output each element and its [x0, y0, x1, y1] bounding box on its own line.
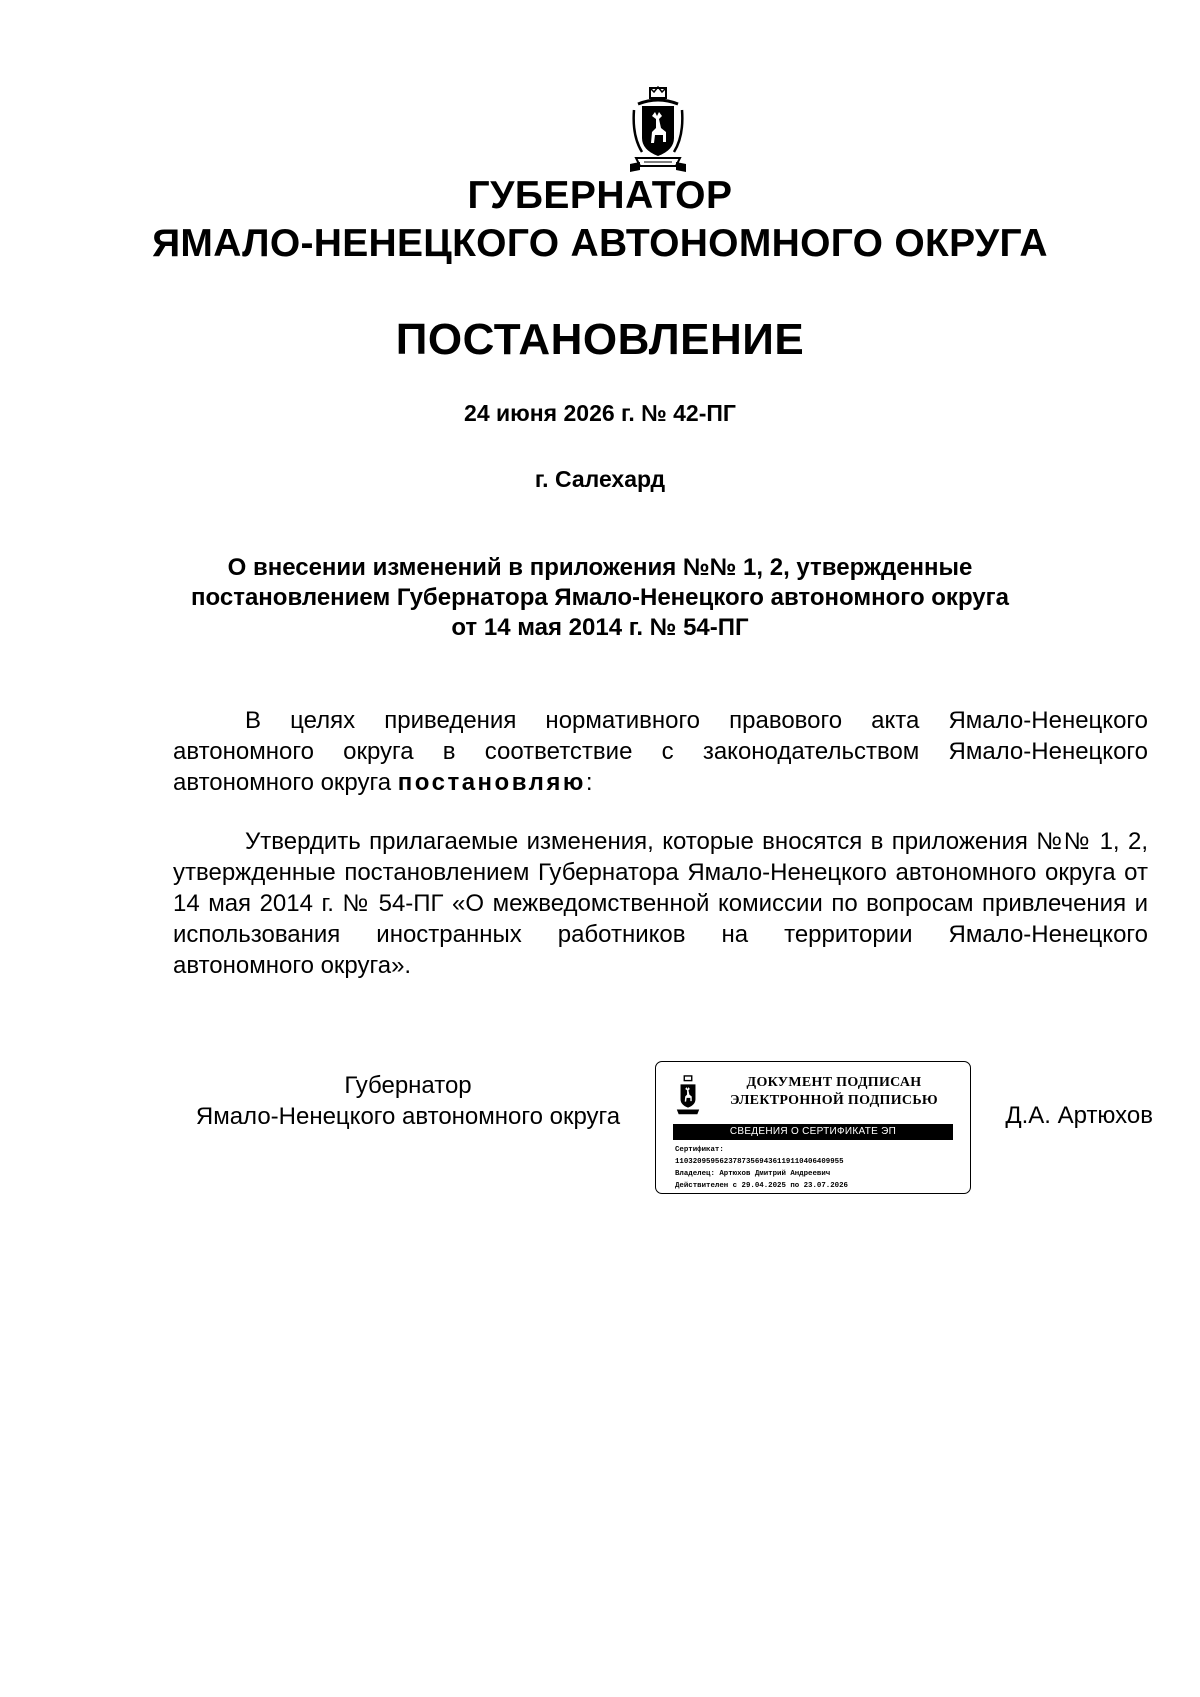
stamp-certificate-details [675, 1144, 960, 1192]
document-type: ПОСТАНОВЛЕНИЕ [395, 315, 805, 364]
signatory-name: Д.А. Артюхов [1005, 1102, 1153, 1129]
subject-line: от 14 мая 2014 г. № 54-ПГ [451, 614, 749, 641]
issuer-region: ЯМАЛО-НЕНЕЦКОГО АВТОНОМНОГО ОКРУГА [152, 222, 1048, 265]
certificate-validity: Действителен с 29.04.2025 по 23.07.2026 [675, 1182, 848, 1190]
stamp-title-line: ДОКУМЕНТ ПОДПИСАН [746, 1075, 922, 1090]
signatory-role-line: Губернатор [344, 1072, 472, 1099]
electronic-signature-stamp [655, 1061, 971, 1194]
coat-of-arms-emblem [628, 86, 688, 176]
resolution-keyword: постановляю [397, 769, 586, 796]
certificate-number: 11032095956237873569436119110406409955 [675, 1158, 844, 1166]
document-date-number: 24 июня 2026 г. № 42-ПГ [464, 400, 736, 426]
stamp-certificate-header: СВЕДЕНИЯ О СЕРТИФИКАТЕ ЭП [673, 1124, 953, 1140]
certificate-label: Сертификат: [675, 1146, 724, 1154]
stamp-title-line: ЭЛЕКТРОННОЙ ПОДПИСЬЮ [730, 1093, 938, 1108]
stamp-title [712, 1074, 956, 1110]
certificate-owner: Владелец: Артюхов Дмитрий Андреевич [675, 1170, 831, 1178]
document-city: г. Салехард [534, 466, 666, 492]
stamp-emblem-icon [674, 1074, 702, 1118]
subject-line: постановлением Губернатора Ямало-Ненецкого автономного округа [191, 584, 1009, 611]
document-subject [0, 553, 1200, 643]
preamble-paragraph [173, 705, 1148, 798]
subject-line: О внесении изменений в приложения №№ 1, 2, утвержденные [227, 554, 973, 581]
issuer-title: ГУБЕРНАТОР [467, 174, 733, 217]
operative-paragraph: Утвердить прилагаемые изменения, которые вносятся в приложения №№ 1, 2, утвержденные постановлением Губернатора Ямало-Ненецкого автономного округа от 14 мая 2014 г. № 54-ПГ «О межведомственной комиссии по вопросам привлечения и использования иностранных работников на территории Ямало-Ненецкого автономного округа». [173, 828, 1148, 979]
preamble-text: В целях приведения нормативного правового акта Ямало-Ненецкого автономного округа в соответствие с законодательством Ямало-Ненецкого автономного округа [173, 707, 1148, 796]
signatory-role-line: Ямало-Ненецкого автономного округа [195, 1103, 621, 1130]
preamble-end: : [585, 769, 593, 796]
signatory-position [173, 1070, 643, 1132]
